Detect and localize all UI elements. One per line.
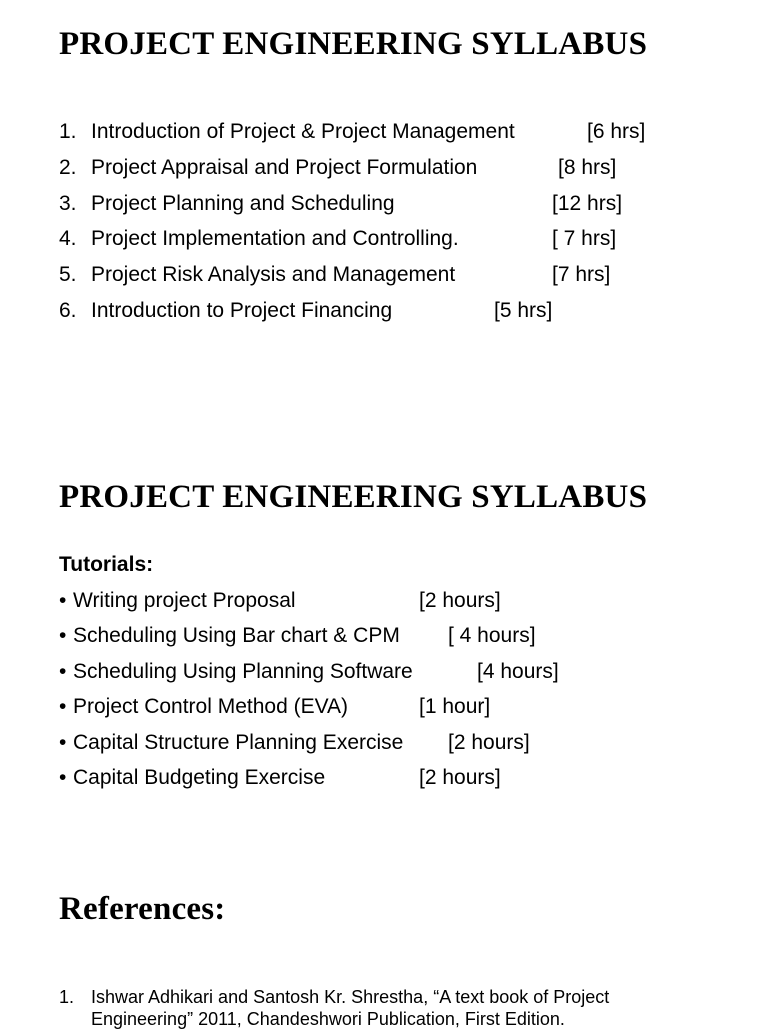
bullet-icon: • bbox=[59, 624, 67, 647]
item-number: 4. bbox=[59, 227, 77, 250]
item-hours: [2 hours] bbox=[419, 766, 501, 789]
tutorials-heading: Tutorials: bbox=[59, 553, 154, 576]
item-text: Capital Budgeting Exercise bbox=[73, 766, 326, 789]
reference-text: Ishwar Adhikari and Santosh Kr. Shrestha, “A text book of Project Engineering” 2011, Chandeshwori Publication, First Edition. bbox=[91, 987, 610, 1029]
bullet-icon: • bbox=[59, 660, 67, 683]
item-text: Introduction of Project & Project Management bbox=[91, 120, 515, 143]
item-number: 5. bbox=[59, 263, 77, 286]
item-hours: [5 hrs] bbox=[494, 299, 553, 322]
item-number: 3. bbox=[59, 192, 77, 215]
item-text: Scheduling Using Planning Software bbox=[73, 660, 413, 683]
item-text: Project Control Method (EVA) bbox=[73, 695, 349, 718]
item-number: 2. bbox=[59, 156, 77, 179]
bullet-icon: • bbox=[59, 766, 67, 789]
item-hours: [6 hrs] bbox=[587, 120, 646, 143]
bullet-icon: • bbox=[59, 589, 67, 612]
item-hours: [8 hrs] bbox=[558, 156, 617, 179]
item-text: Scheduling Using Bar chart & CPM bbox=[73, 624, 400, 647]
syllabus-title: PROJECT ENGINEERING SYLLABUS bbox=[59, 479, 648, 515]
item-hours: [7 hrs] bbox=[552, 263, 611, 286]
item-hours: [1 hour] bbox=[419, 695, 491, 718]
list-item bbox=[0, 986, 768, 1029]
item-text: Project Appraisal and Project Formulation bbox=[91, 156, 478, 179]
item-text: Writing project Proposal bbox=[73, 589, 296, 612]
item-hours: [ 7 hrs] bbox=[552, 227, 617, 250]
item-hours: [2 hours] bbox=[419, 589, 501, 612]
references-title: References: bbox=[59, 891, 226, 927]
item-number: 1. bbox=[59, 987, 75, 1007]
item-text: Project Risk Analysis and Management bbox=[91, 263, 456, 286]
item-text: Project Implementation and Controlling. bbox=[91, 227, 459, 250]
bullet-icon: • bbox=[59, 695, 67, 718]
item-hours: [ 4 hours] bbox=[448, 624, 536, 647]
syllabus-title: PROJECT ENGINEERING SYLLABUS bbox=[59, 26, 648, 62]
item-text: Project Planning and Scheduling bbox=[91, 192, 395, 215]
item-hours: [12 hrs] bbox=[552, 192, 623, 215]
item-hours: [2 hours] bbox=[448, 731, 530, 754]
item-number: 1. bbox=[59, 120, 77, 143]
item-text: Introduction to Project Financing bbox=[91, 299, 393, 322]
item-number: 6. bbox=[59, 299, 77, 322]
item-hours: [4 hours] bbox=[477, 660, 559, 683]
bullet-icon: • bbox=[59, 731, 67, 754]
item-text: Capital Structure Planning Exercise bbox=[73, 731, 404, 754]
